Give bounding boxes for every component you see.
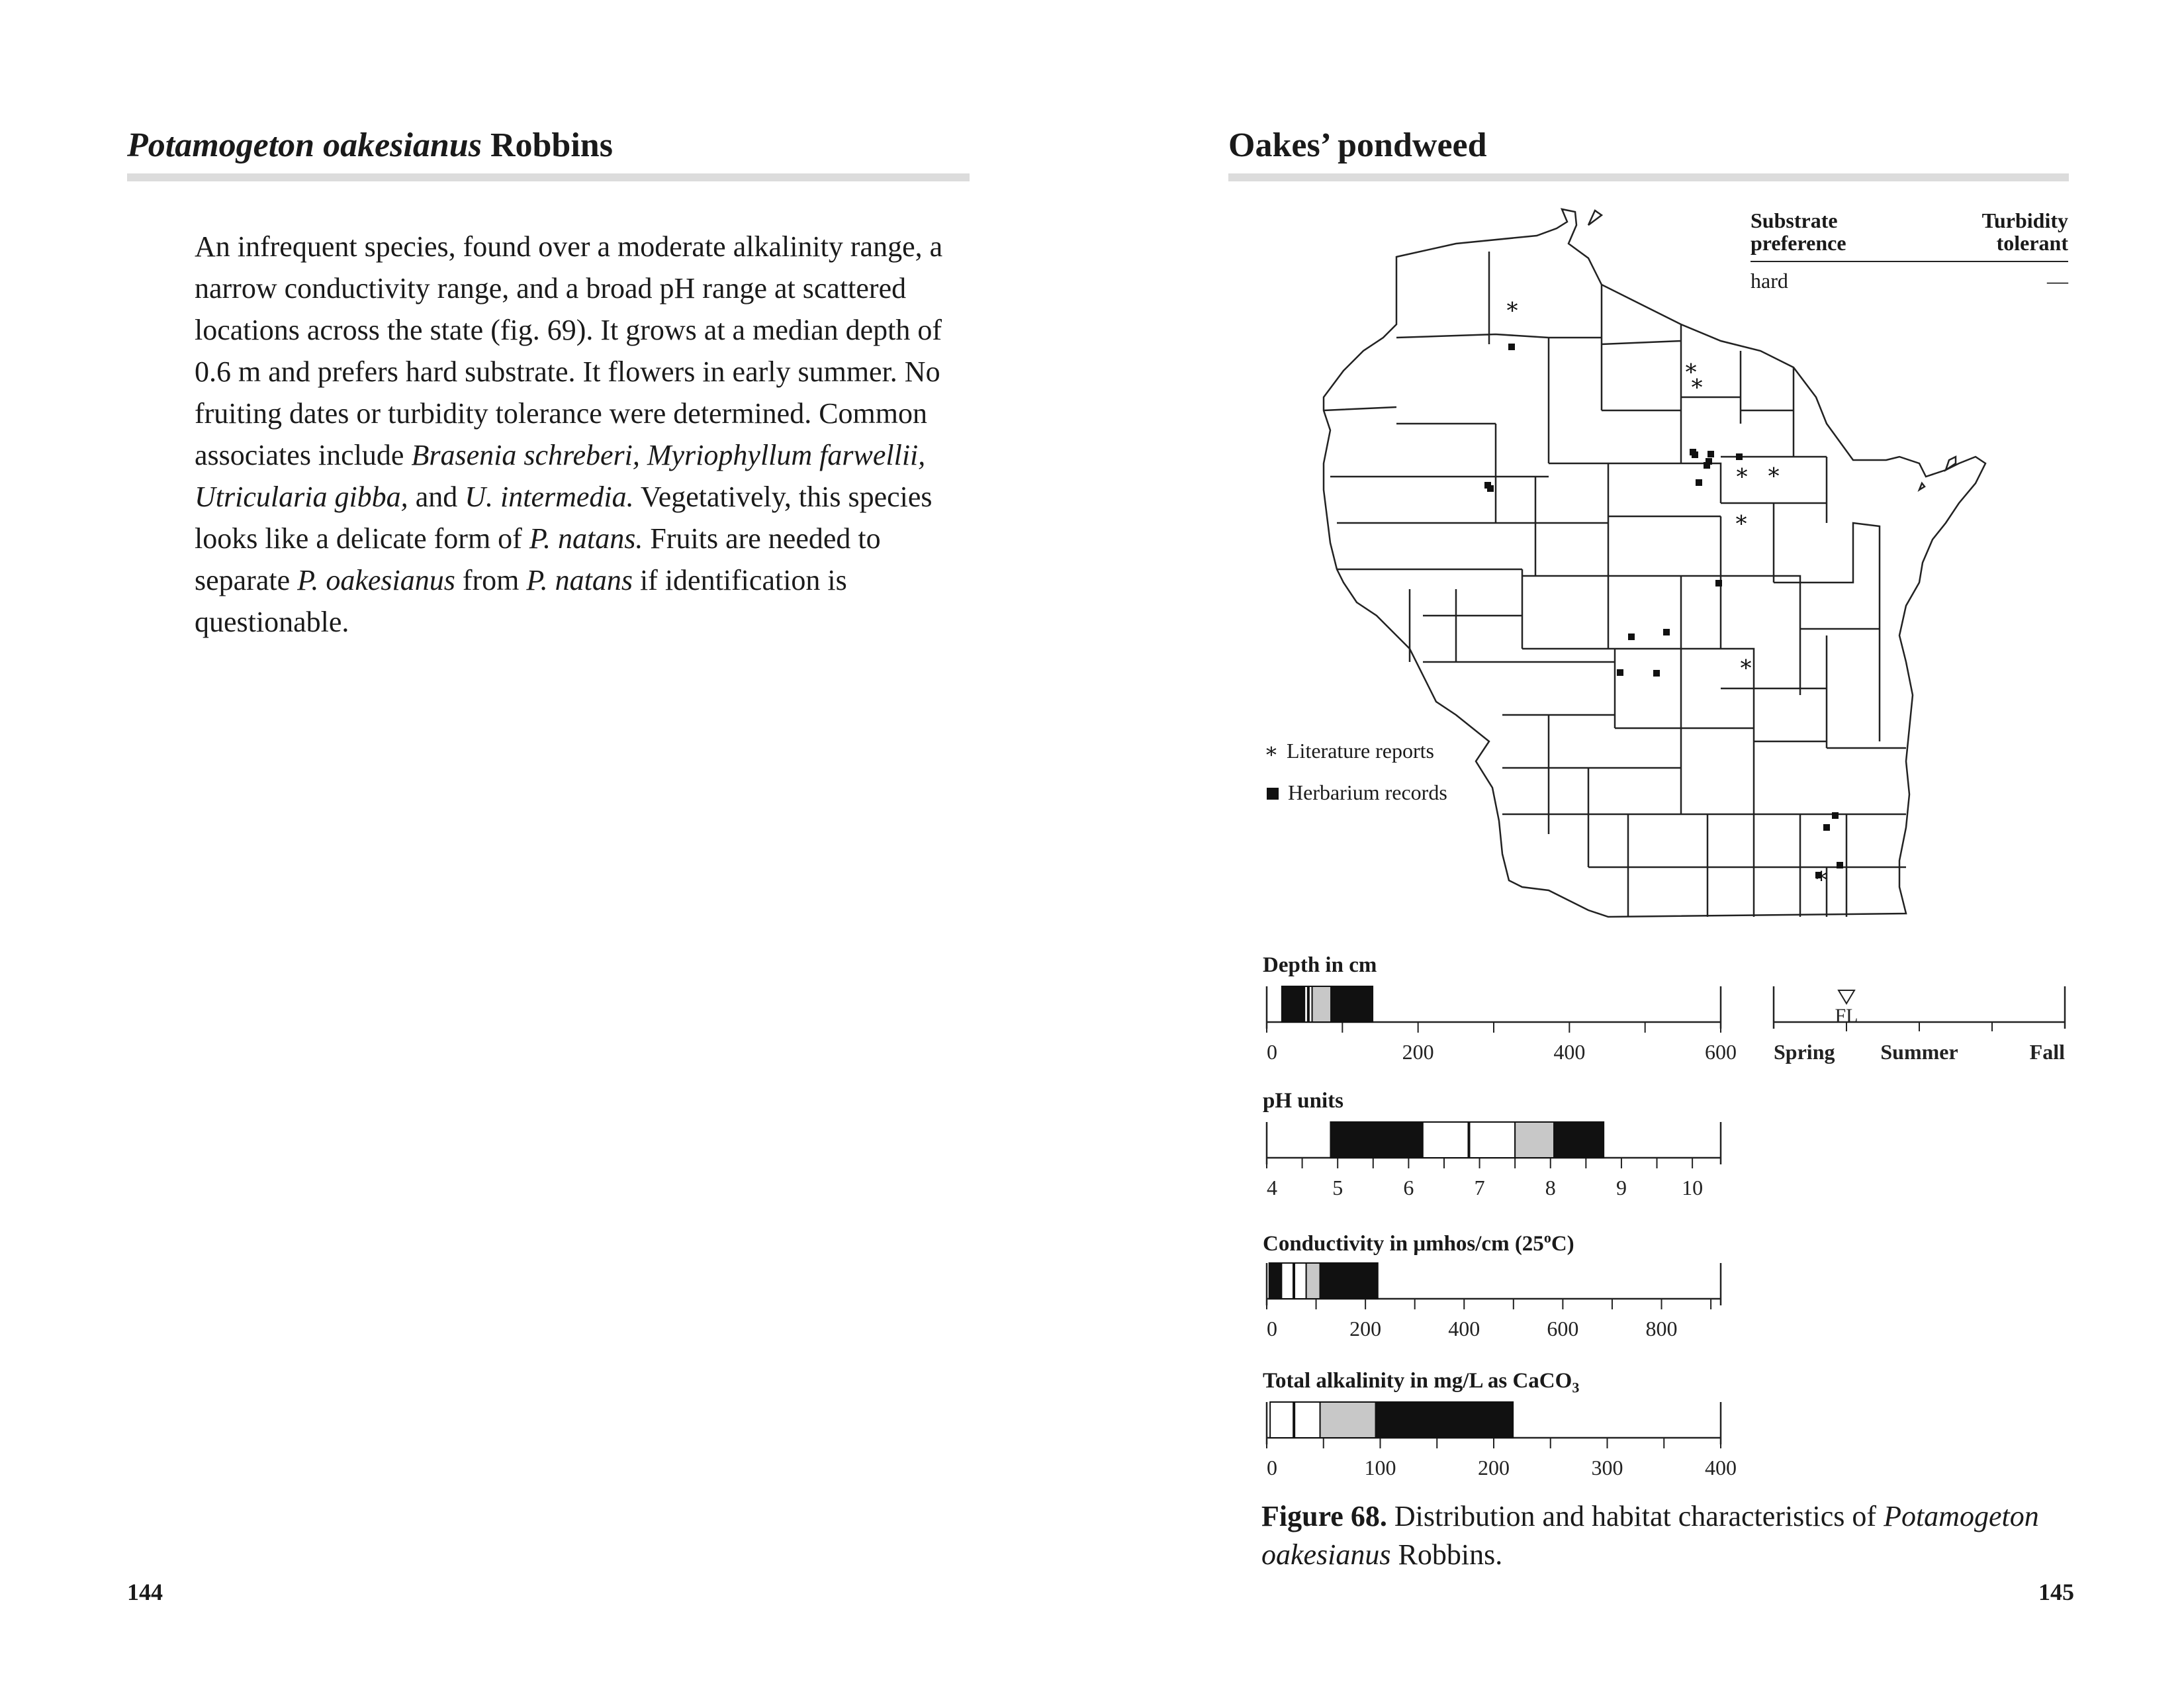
conductivity-label: Conductivity in μmhos/cm (25$^o$C): [1263, 1229, 1574, 1256]
italic-text: U. intermedia.: [465, 481, 634, 513]
alkalinity-label: Total alkalinity in mg/L as CaCO$_3$: [1263, 1369, 1580, 1396]
literature-report-marker: ∗: [1683, 356, 1699, 381]
herbarium-record-marker: [1736, 453, 1743, 460]
tick-label: 400: [1448, 1317, 1480, 1340]
asterisk-icon: ∗: [1264, 739, 1279, 763]
depth-chart: [1257, 981, 1747, 1074]
tick-label: 600: [1547, 1317, 1579, 1340]
herbarium-record-marker: [1832, 812, 1839, 819]
state-outline: [1324, 209, 1985, 917]
literature-report-marker: ∗: [1689, 371, 1705, 396]
range-segment: [1306, 1263, 1320, 1299]
ph-label: pH units: [1263, 1089, 1343, 1113]
literature-report-marker: ∗: [1738, 652, 1754, 677]
range-segment: [1282, 986, 1304, 1022]
season-label: Spring: [1774, 1040, 1835, 1064]
body-text-run: from: [455, 564, 527, 596]
tick-label: 0: [1267, 1040, 1277, 1064]
herbarium-record-marker: [1704, 462, 1710, 469]
square-icon: [1267, 788, 1279, 800]
season-label: Summer: [1880, 1040, 1958, 1064]
right-page-number: 145: [2038, 1579, 2074, 1605]
legend-literature: ∗ Literature reports: [1264, 739, 1434, 763]
herbarium-record-marker: [1823, 824, 1830, 831]
herbarium-record-marker: [1617, 669, 1623, 676]
body-text-run: An infrequent species, found over a moderate alkalinity range, a narrow conductivity range, and a broad pH range at scattered locations across the state (fig. 69). It grows at a median depth of 0.6 m and prefers hard substrate. It flowers in early summer. No fruiting dates or turbidity tolerance were determined. Common associates include: [195, 230, 943, 471]
body-text-run: and: [408, 481, 465, 513]
tick-label: 7: [1474, 1176, 1485, 1199]
herbarium-record-marker: [1487, 485, 1494, 492]
herbarium-record-marker: [1628, 633, 1635, 640]
literature-report-marker: ∗: [1813, 864, 1829, 888]
herbarium-record-marker: [1508, 344, 1515, 350]
tick-label: 800: [1645, 1317, 1678, 1340]
herbarium-record-marker: [1715, 580, 1722, 586]
tick-label: 0: [1267, 1317, 1277, 1340]
range-segment: [1515, 1122, 1554, 1158]
range-segment: [1320, 1263, 1378, 1299]
herbarium-record-marker: [1837, 862, 1843, 868]
literature-report-marker: ∗: [1766, 460, 1782, 485]
range-segment: [1554, 1122, 1604, 1158]
map-legend: [1264, 738, 1476, 805]
range-segment: [1331, 986, 1373, 1022]
range-segment: [1376, 1402, 1514, 1438]
body-paragraph: [195, 226, 976, 643]
substrate-value: hard: [1751, 269, 1788, 293]
phenology-chart: [1767, 981, 2071, 1074]
season-label: Fall: [2029, 1040, 2065, 1064]
tick-label: 8: [1545, 1176, 1556, 1199]
flowering-triangle-icon: [1839, 990, 1854, 1004]
range-segment: [1330, 1122, 1422, 1158]
tick-label: 4: [1267, 1176, 1277, 1199]
turbidity-value: —: [2047, 269, 2068, 293]
tick-label: 6: [1403, 1176, 1414, 1199]
tick-label: 200: [1349, 1317, 1382, 1340]
conductivity-chart: [1257, 1258, 1747, 1350]
turbidity-header: Turbidity tolerant: [1981, 209, 2068, 255]
body-text-run: Vegetatively, this species looks like a delicate form of: [195, 481, 933, 555]
flowering-label: FL: [1835, 1005, 1858, 1027]
tick-label: 9: [1615, 1176, 1627, 1199]
left-title-rule: [127, 173, 970, 181]
range-segment: [1269, 1263, 1282, 1299]
literature-report-marker: ∗: [1504, 295, 1520, 319]
range-segment: [1312, 986, 1332, 1022]
tick-label: 10: [1682, 1176, 1704, 1199]
tick-label: 400: [1553, 1040, 1586, 1064]
tick-label: 200: [1478, 1456, 1510, 1479]
range-segment: [1320, 1402, 1376, 1438]
county-lines: [1324, 252, 1906, 917]
tick-label: 300: [1591, 1456, 1623, 1479]
species-description: [195, 226, 976, 643]
italic-text: P. natans.: [529, 522, 643, 555]
herbarium-record-marker: [1663, 629, 1670, 635]
italic-text: Brasenia schreberi, Myriophyllum farwellii, Utricularia gibba,: [195, 439, 926, 513]
right-title-rule: [1228, 173, 2069, 181]
species-name: Potamogeton oakesianus: [127, 126, 482, 164]
ph-chart: [1257, 1117, 1747, 1209]
herbarium-record-marker: [1653, 670, 1660, 677]
herbarium-record-marker: [1696, 479, 1702, 486]
left-page-number: 144: [127, 1579, 163, 1605]
alkalinity-chart: [1257, 1397, 1747, 1489]
figure-caption: Figure 68. Distribution and habitat characteristics of Potamogeton oakesianus Robbins.: [1261, 1500, 2039, 1571]
herbarium-record-marker: [1707, 451, 1714, 457]
italic-text: P. oakesianus: [297, 564, 455, 596]
italic-text: P. natans: [526, 564, 633, 596]
right-page-title: Oakes’ pondweed: [1228, 126, 1487, 164]
legend-herbarium: Herbarium records: [1264, 780, 1476, 805]
tick-label: 400: [1705, 1456, 1737, 1479]
wisconsin-distribution-map: [1317, 195, 2019, 930]
left-page-title: [127, 126, 613, 165]
islands: [1588, 211, 1956, 490]
literature-report-marker: ∗: [1734, 461, 1750, 485]
tick-label: 600: [1705, 1040, 1737, 1064]
tick-label: 200: [1402, 1040, 1434, 1064]
herbarium-record-marker: [1692, 451, 1698, 458]
tick-label: 0: [1267, 1456, 1277, 1479]
body-text-run: if identification is questionable.: [195, 564, 847, 638]
tick-label: 5: [1332, 1176, 1343, 1199]
literature-report-marker: ∗: [1733, 508, 1749, 532]
author-name: Robbins: [481, 126, 613, 164]
depth-label: Depth in cm: [1263, 953, 1377, 977]
tick-label: 100: [1364, 1456, 1396, 1479]
body-text-run: Fruits are needed to separate: [195, 522, 881, 596]
substrate-header: Substrate preference: [1751, 209, 1846, 255]
